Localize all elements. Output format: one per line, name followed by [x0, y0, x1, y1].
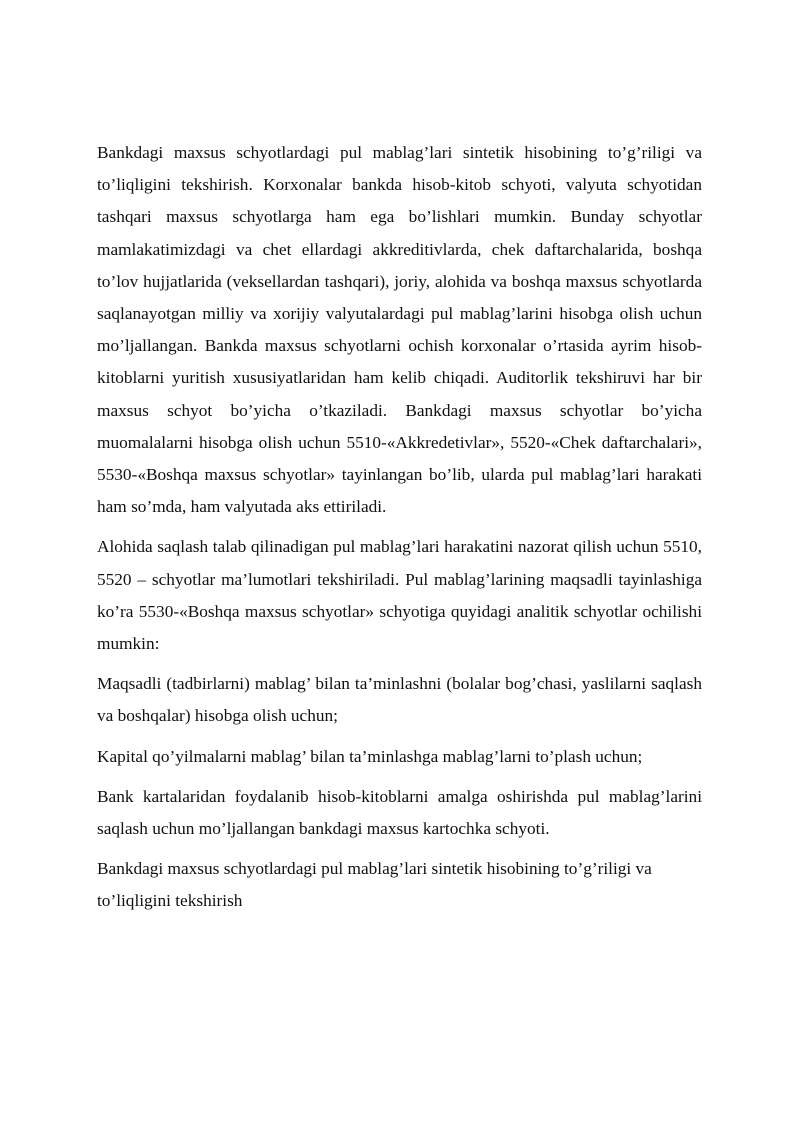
paragraph-separate-storage: Alohida saqlash talab qilinadigan pul mablag’lari harakatini nazorat qilish uchun 5510, 5520 – schyotlar ma’lumotlari tekshiriladi. Pul mablag’larining maqsadli tayinlashiga ko’ra 5530-«Boshqa maxsus schyotlar» schyotiga quyidagi analitik schyotlar ochilishi mumkin:	[97, 537, 702, 654]
paragraph-target-funding: Maqsadli (tadbirlarni) mablag’ bilan ta’minlashni (bolalar bog’chasi, yaslilarni saqlash va boshqalar) hisobga olish uchun;	[97, 674, 702, 726]
paragraph-intro: Bankdagi maxsus schyotlardagi pul mablag’lari sintetik hisobining to’g’riligi va to’liqligini tekshirish. Korxonalar bankda hisob-kitob schyoti, valyuta schyotidan tashqari maxsus schyotlarga ham ega bo’lishlari mumkin. Bunday schyotlar mamlakatimizdagi va chet ellardagi akkreditivlarda, chek daftarchalarida, boshqa to’lov hujjatlarida (veksellardan tashqari), joriy, alohida va boshqa maxsus schyotlarda saqlanayotgan milliy va xorijiy valyutalardagi pul mablag’larini hisobga olish uchun mo’ljallangan. Bankda maxsus schyotlarni ochish korxonalar o’rtasida ayrim hisob-kitoblarni yuritish xususiyatlaridan ham kelib chiqadi. Auditorlik tekshiruvi har bir maxsus schyot bo’yicha o’tkaziladi. Bankdagi maxsus schyotlar bo’yicha muomalalarni hisobga olish uchun 5510-«Akkredetivlar», 5520-«Chek daftarchalari», 5530-«Boshqa maxsus schyotlar» tayinlangan bo’lib, ularda pul mablag’lari harakati ham so’mda, ham valyutada aks ettiriladi.	[97, 143, 702, 517]
paragraph-section-heading: Bankdagi maxsus schyotlardagi pul mablag’lari sintetik hisobining to’g’riligi va to’liqligini tekshirish	[97, 859, 652, 911]
document-page	[97, 137, 702, 926]
paragraph-capital-investments: Kapital qo’yilmalarni mablag’ bilan ta’minlashga mablag’larni to’plash uchun;	[97, 746, 643, 766]
paragraph-bank-cards: Bank kartalaridan foydalanib hisob-kitoblarni amalga oshirishda pul mablag’larini saqlash uchun mo’ljallangan bankdagi maxsus kartochka schyoti.	[97, 786, 702, 839]
